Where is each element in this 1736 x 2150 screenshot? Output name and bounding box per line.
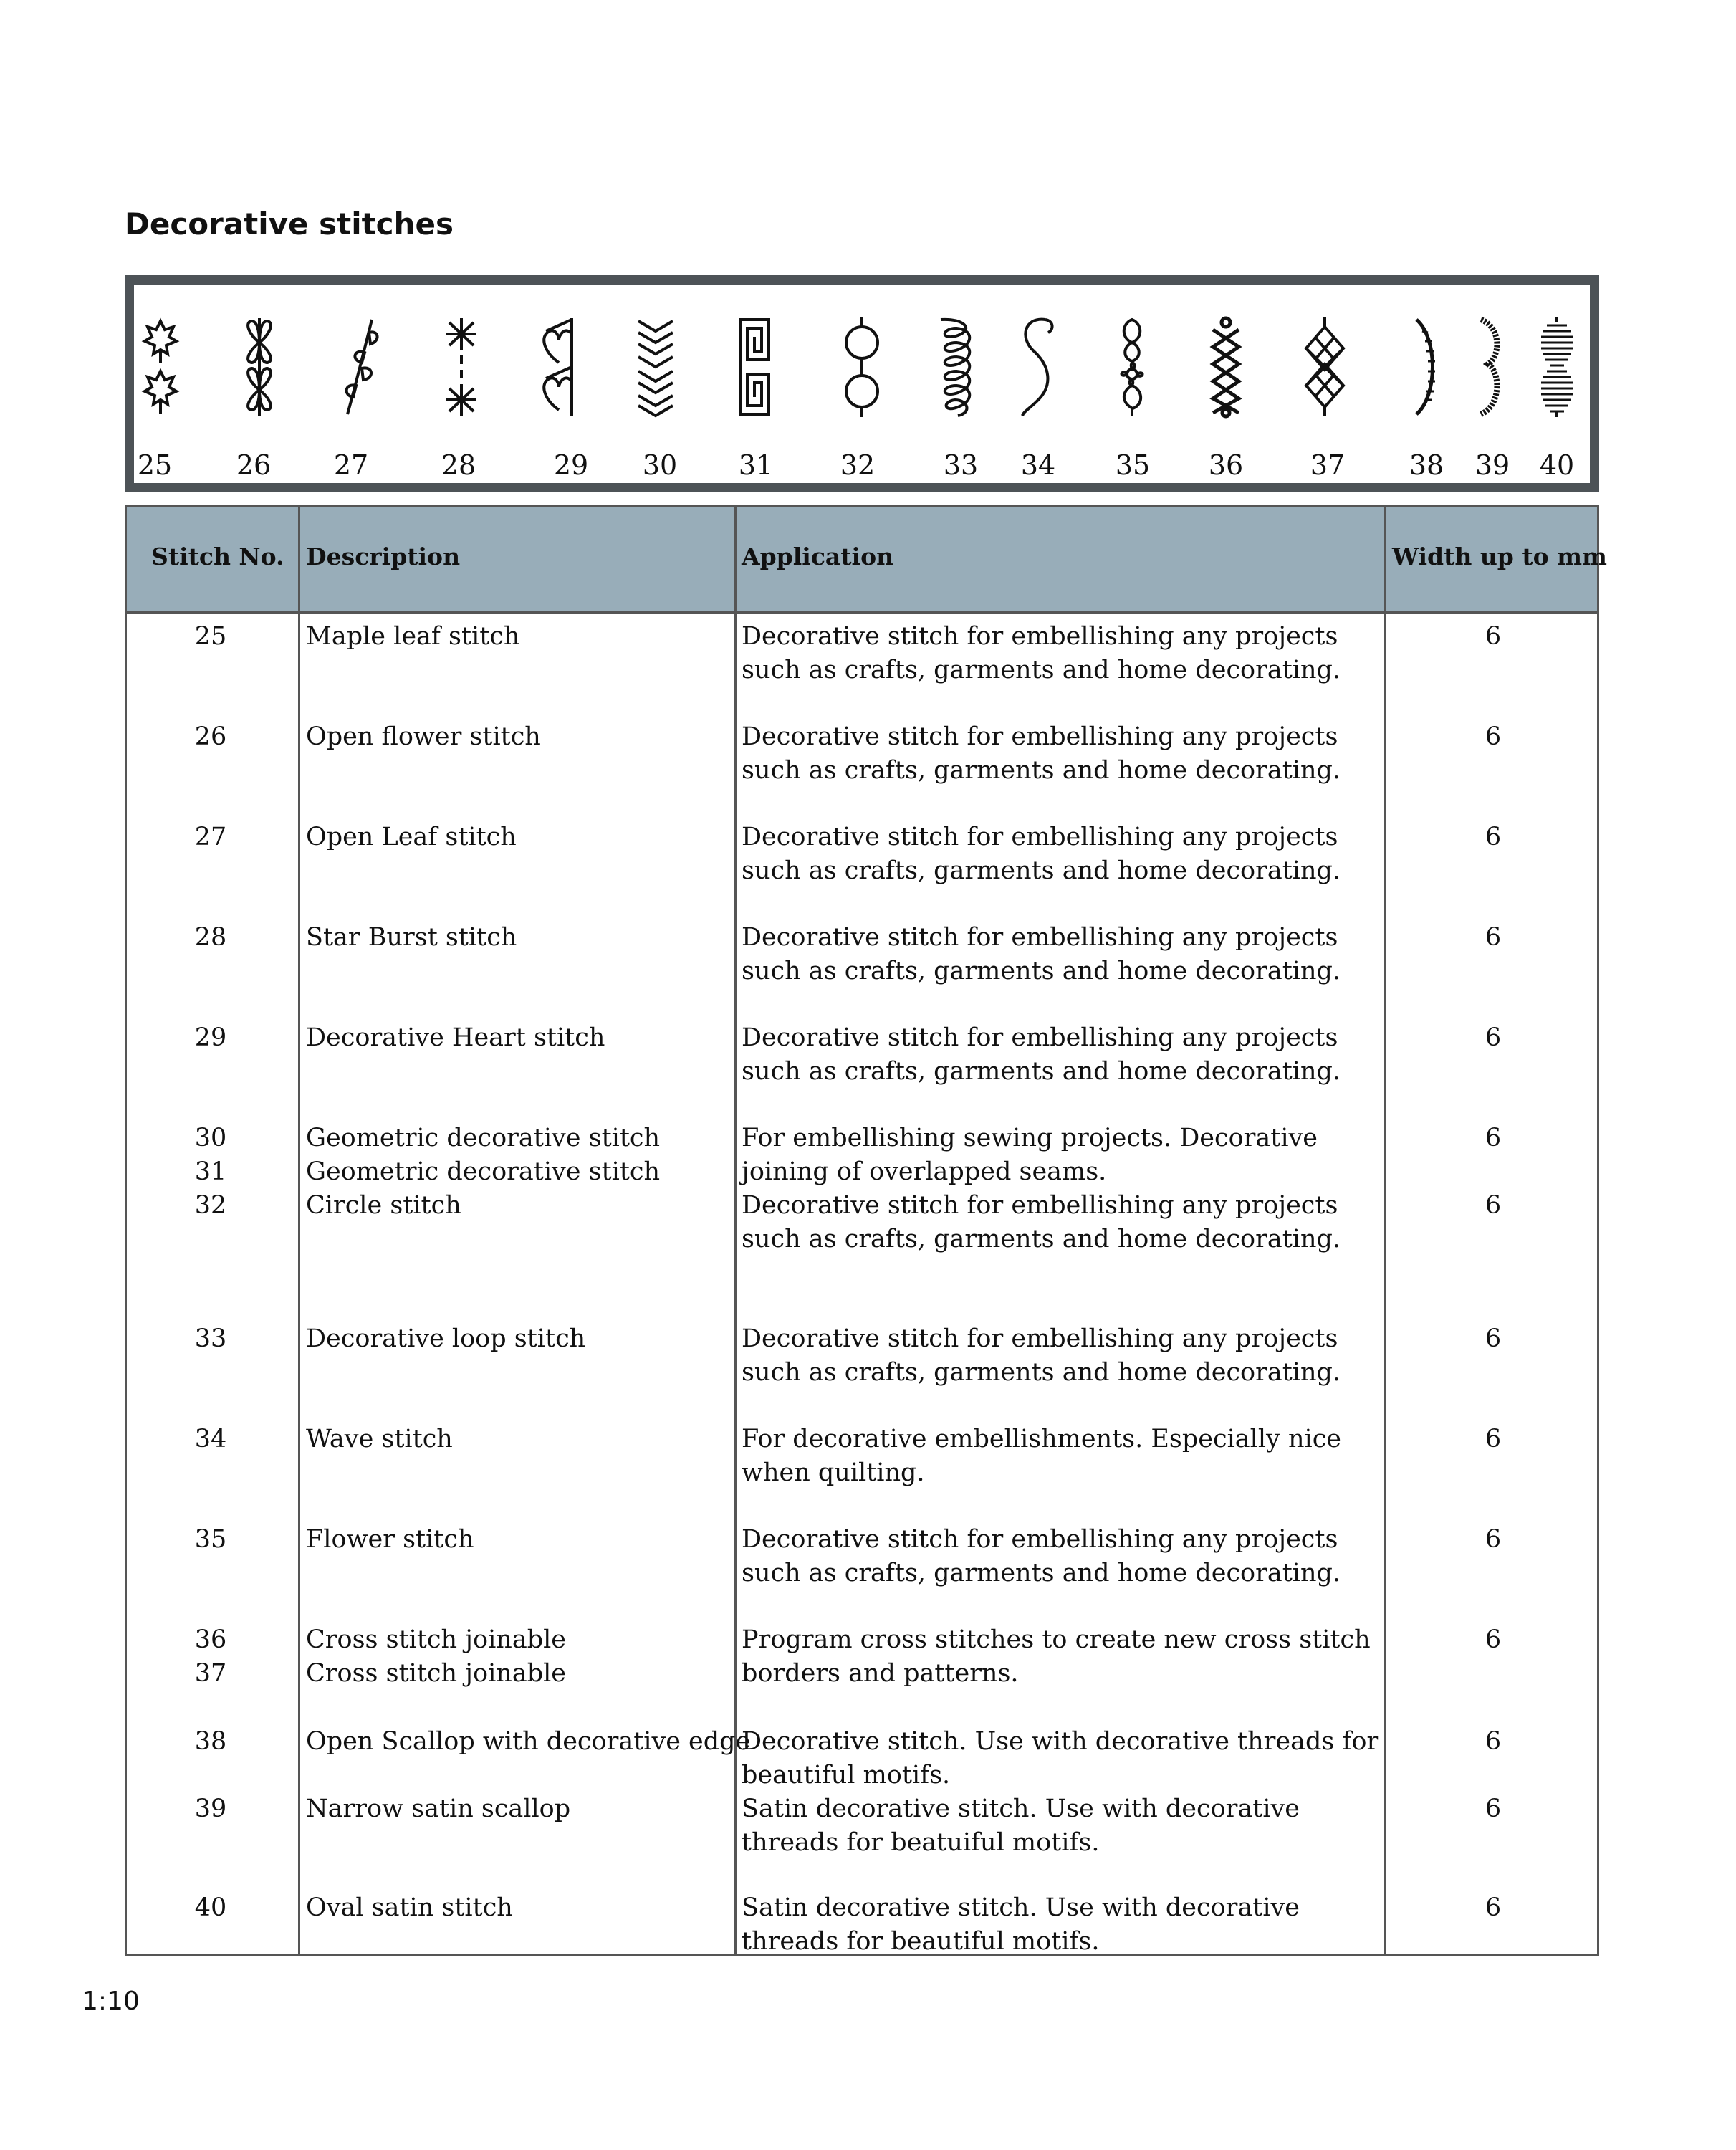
description-cell: Wave stitch <box>306 1425 453 1453</box>
width-cell: 6 <box>1485 1124 1502 1152</box>
width-cell: 6 <box>1485 1191 1502 1220</box>
stitch-table <box>125 505 1607 1956</box>
stitch-number-cell: 27 <box>194 823 227 851</box>
application-cell: Decorative stitch for embellishing any projects such as crafts, garments and home decorating. <box>742 622 1341 684</box>
description-cell: Open Scallop with decorative edge <box>306 1727 751 1756</box>
star-burst-stitch-icon <box>443 317 479 417</box>
stitch-number: 33 <box>943 449 979 481</box>
flower-stitch-icon <box>1114 317 1150 417</box>
description-cell: Narrow satin scallop <box>306 1795 571 1823</box>
geometric-stitch-31-icon <box>736 317 773 417</box>
description-cell: Star Burst stitch <box>306 923 517 952</box>
column-divider <box>298 507 300 1954</box>
stitch-number: 30 <box>642 449 678 481</box>
stitch-number: 40 <box>1539 449 1575 481</box>
stitch-number: 27 <box>333 449 369 481</box>
header-width: Width up to mm <box>1392 543 1607 570</box>
width-cell: 6 <box>1485 1023 1502 1052</box>
section-title: Decorative stitches <box>125 206 454 242</box>
narrow-satin-scallop-icon <box>1477 317 1508 417</box>
width-cell: 6 <box>1485 1324 1502 1353</box>
stitch-number-cell: 28 <box>194 923 227 952</box>
width-cell: 6 <box>1485 1625 1502 1654</box>
stitch-number: 28 <box>441 449 476 481</box>
stitch-number: 26 <box>236 449 272 481</box>
application-cell: Decorative stitch for embellishing any projects such as crafts, garments and home decorating. <box>742 1525 1341 1587</box>
table-header <box>127 507 1607 614</box>
description-cell: Open Leaf stitch <box>306 823 517 851</box>
description-cell: Open flower stitch <box>306 722 541 751</box>
stitch-number: 39 <box>1474 449 1510 481</box>
stitch-number-cell: 40 <box>194 1893 227 1922</box>
open-leaf-stitch-icon <box>340 317 380 417</box>
width-cell: 6 <box>1485 1893 1502 1922</box>
width-cell: 6 <box>1485 823 1502 851</box>
application-cell: Decorative stitch for embellishing any projects such as crafts, garments and home decorating. <box>742 1324 1341 1387</box>
header-stitch-no: Stitch No. <box>151 543 284 570</box>
stitch-number-cell: 26 <box>194 722 227 751</box>
stitch-number: 31 <box>738 449 774 481</box>
description-cell: Circle stitch <box>306 1191 461 1220</box>
stitch-number-cell: 39 <box>194 1795 227 1823</box>
open-scallop-stitch-icon <box>1412 317 1441 417</box>
oval-satin-stitch-icon <box>1537 317 1577 417</box>
cross-stitch-36-icon <box>1206 317 1246 417</box>
application-cell: Decorative stitch for embellishing any projects such as crafts, garments and home decorating. <box>742 1191 1341 1253</box>
stitch-number-cell: 25 <box>194 622 227 651</box>
description-cell: Cross stitch joinable Cross stitch joinable <box>306 1625 567 1688</box>
description-cell: Oval satin stitch <box>306 1893 513 1922</box>
stitch-number-cell: 30 31 <box>194 1124 227 1186</box>
width-cell: 6 <box>1485 1525 1502 1554</box>
header-description: Description <box>306 543 461 570</box>
loop-stitch-icon <box>936 317 977 417</box>
header-application: Application <box>742 543 894 570</box>
stitch-number-cell: 35 <box>194 1525 227 1554</box>
description-cell: Maple leaf stitch <box>306 622 520 651</box>
application-cell: For embellishing sewing projects. Decorative joining of overlapped seams. <box>742 1124 1318 1186</box>
maple-leaf-stitch-icon <box>143 317 178 417</box>
width-cell: 6 <box>1485 722 1502 751</box>
stitch-number: 34 <box>1020 449 1056 481</box>
stitch-number-cell: 38 <box>194 1727 227 1756</box>
stitch-number-cell: 32 <box>194 1191 227 1220</box>
stitch-number-cell: 34 <box>194 1425 227 1453</box>
open-flower-stitch-icon <box>241 317 277 417</box>
stitch-number: 29 <box>553 449 589 481</box>
stitch-number: 37 <box>1310 449 1346 481</box>
width-cell: 6 <box>1485 1425 1502 1453</box>
stitch-number: 35 <box>1115 449 1151 481</box>
application-cell: Decorative stitch for embellishing any projects such as crafts, garments and home decorating. <box>742 923 1341 985</box>
stitch-number-cell: 33 <box>194 1324 227 1353</box>
width-cell: 6 <box>1485 923 1502 952</box>
circle-stitch-icon <box>843 317 881 417</box>
width-cell: 6 <box>1485 1795 1502 1823</box>
description-cell: Geometric decorative stitch Geometric decorative stitch <box>306 1124 661 1186</box>
stitch-symbol-panel <box>125 275 1599 492</box>
description-cell: Flower stitch <box>306 1525 474 1554</box>
application-cell: Satin decorative stitch. Use with decorative threads for beautiful motifs. <box>742 1893 1300 1956</box>
stitch-number: 32 <box>840 449 876 481</box>
width-cell: 6 <box>1485 622 1502 651</box>
stitch-number: 38 <box>1409 449 1444 481</box>
decorative-heart-stitch-icon <box>539 317 579 417</box>
wave-stitch-icon <box>1017 317 1057 417</box>
application-cell: For decorative embellishments. Especially nice when quilting. <box>742 1425 1342 1487</box>
stitch-number-cell: 36 37 <box>194 1625 227 1688</box>
geometric-stitch-30-icon <box>636 317 676 417</box>
description-cell: Decorative loop stitch <box>306 1324 586 1353</box>
application-cell: Program cross stitches to create new cross stitch borders and patterns. <box>742 1625 1371 1688</box>
application-cell: Satin decorative stitch. Use with decorative threads for beatuiful motifs. <box>742 1795 1300 1857</box>
application-cell: Decorative stitch for embellishing any projects such as crafts, garments and home decorating. <box>742 823 1341 885</box>
application-cell: Decorative stitch. Use with decorative threads for beautiful motifs. <box>742 1727 1379 1790</box>
cross-stitch-37-icon <box>1303 317 1346 417</box>
application-cell: Decorative stitch for embellishing any projects such as crafts, garments and home decorating. <box>742 1023 1341 1086</box>
stitch-number: 25 <box>137 449 173 481</box>
stitch-number: 36 <box>1208 449 1244 481</box>
application-cell: Decorative stitch for embellishing any projects such as crafts, garments and home decorating. <box>742 722 1341 785</box>
description-cell: Decorative Heart stitch <box>306 1023 605 1052</box>
stitch-number-cell: 29 <box>194 1023 227 1052</box>
width-cell: 6 <box>1485 1727 1502 1756</box>
page-number: 1:10 <box>82 1987 140 2016</box>
